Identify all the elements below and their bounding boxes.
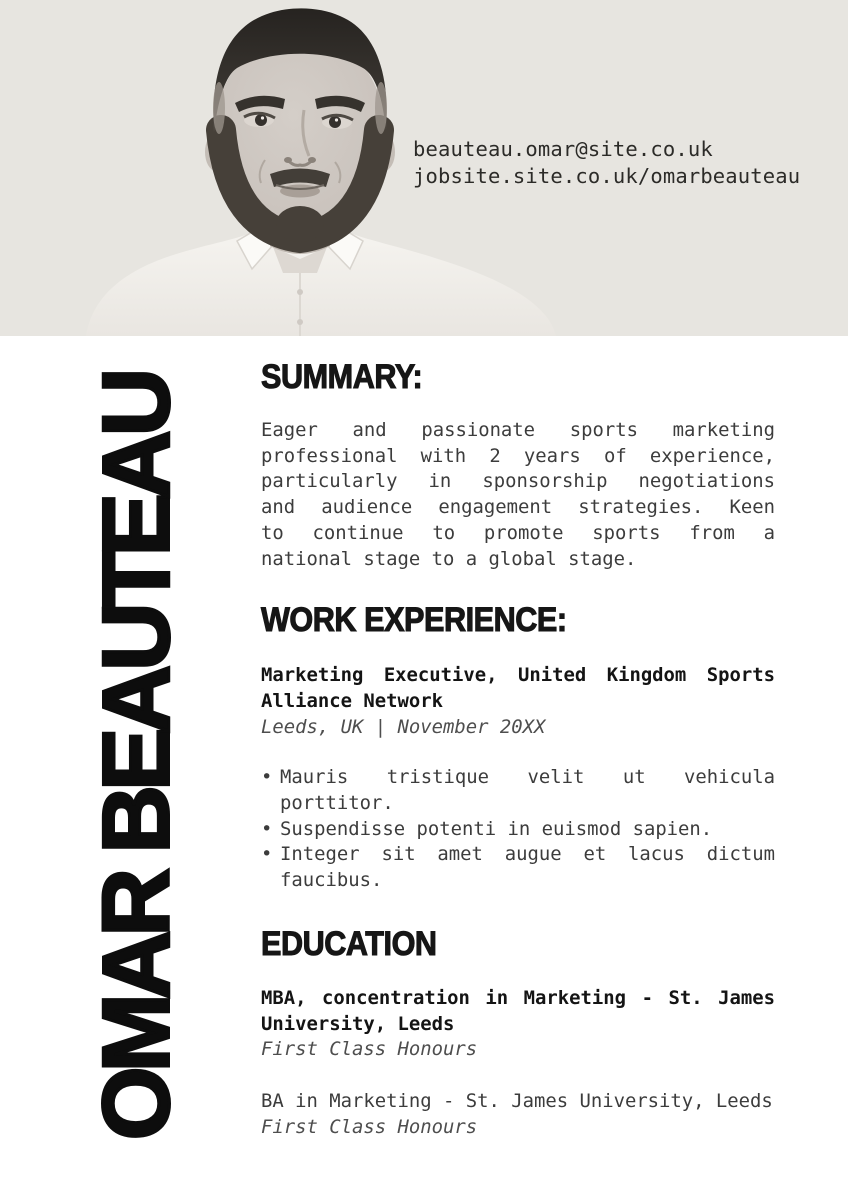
resume-content — [261, 336, 775, 1140]
contact-block — [413, 136, 800, 190]
education-heading: EDUCATION — [261, 924, 437, 963]
education-item — [261, 1089, 775, 1140]
job-title-line: Marketing Executive, United Kingdom Sports — [261, 664, 775, 687]
summary-line: national stage to a global stage. — [261, 547, 637, 570]
degree-title-line: BA in Marketing - St. James University, Leeds — [261, 1089, 773, 1112]
bullet-line: Integer sit amet augue et lacus dictum — [280, 843, 775, 866]
degree-honours: First Class Honours — [261, 1038, 478, 1061]
summary-line: Eager and passionate sports marketing — [261, 419, 775, 441]
degree-title-line: MBA, concentration in Marketing - St. James — [261, 986, 775, 1009]
summary-line: professional with 2 years of experience, — [261, 444, 775, 467]
bullet-line: porttitor. — [280, 792, 394, 815]
summary-line: particularly in sponsorship negotiations — [261, 470, 775, 493]
summary-line: and audience engagement strategies. Keen — [261, 496, 775, 519]
job-title — [261, 663, 775, 740]
job-bullet-list — [261, 765, 775, 894]
bullet-dot: • — [261, 766, 273, 789]
summary-heading: SUMMARY: — [261, 358, 423, 396]
education-item — [261, 986, 775, 1063]
bullet-item — [261, 765, 775, 816]
degree-title-line: University, Leeds — [261, 1012, 455, 1035]
job-meta: Leeds, UK | November 20XX — [261, 715, 546, 738]
header-photo-band — [0, 0, 848, 336]
job-title-line: Alliance Network — [261, 689, 443, 712]
bullet-dot: • — [261, 843, 273, 866]
bullet-item — [261, 842, 775, 893]
bullet-item — [261, 817, 775, 843]
work-experience-heading: WORK EXPERIENCE: — [261, 601, 567, 640]
bullet-line: Suspendisse potenti in euismod sapien. — [280, 817, 713, 840]
summary-line: to continue to promote sports from a — [261, 521, 775, 544]
summary-paragraph — [261, 418, 775, 572]
bullet-line: Mauris tristique velit ut vehicula — [280, 766, 775, 789]
bullet-line: faucibus. — [280, 869, 383, 892]
bullet-dot: • — [261, 817, 273, 840]
contact-website: jobsite.site.co.uk/omarbeauteau — [413, 164, 801, 188]
degree-honours: First Class Honours — [261, 1115, 478, 1138]
vertical-name: OMAR BEAUTEAU — [83, 373, 190, 1141]
contact-email: beauteau.omar@site.co.uk — [413, 137, 713, 161]
